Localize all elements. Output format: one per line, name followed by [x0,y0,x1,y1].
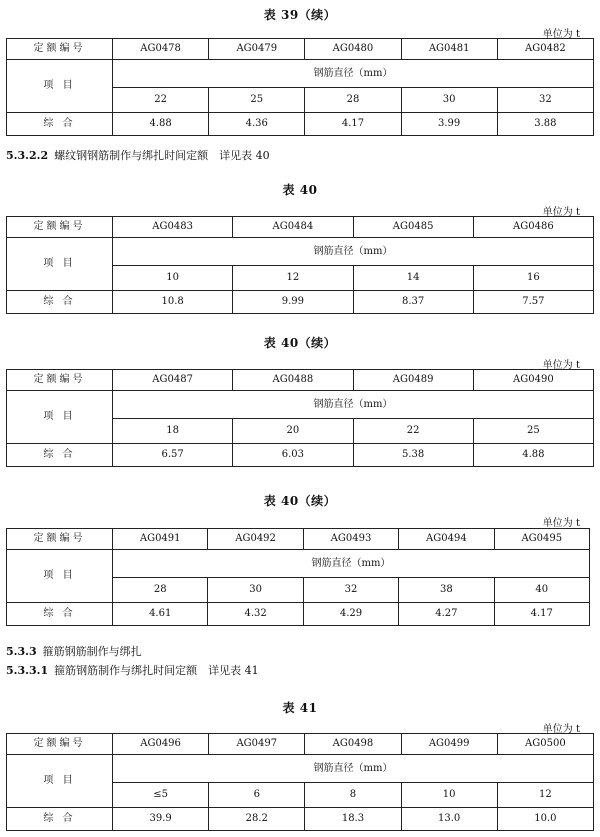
table-40-cont-1-unit: 单位为 t [542,360,580,371]
quota-code: AG0496 [113,734,209,755]
diameter-value: 32 [303,578,398,603]
quota-code: AG0498 [305,734,401,755]
section-heading-5-3-3 [6,643,142,659]
quota-code: AG0487 [113,370,233,391]
total-value: 4.17 [305,113,401,136]
diameter-value: 18 [113,419,233,444]
total-value: 8.37 [353,291,473,314]
item-label: 项 目 [7,60,113,113]
diameter-header: 钢筋直径（mm） [113,238,594,266]
diameter-value: 10 [113,266,233,291]
diameter-value: 16 [473,266,593,291]
diameter-value: 38 [399,578,494,603]
table-39-cont-title: 表 39（续） [263,8,337,22]
diameter-value: 12 [497,783,593,808]
total-value: 28.2 [209,808,305,831]
table-40-cont-2-title: 表 40（续） [263,494,337,508]
total-value: 18.3 [305,808,401,831]
total-value: 10.8 [113,291,233,314]
diameter-value: 25 [209,88,305,113]
quota-code: AG0483 [113,217,233,238]
quota-code-label: 定额编号 [7,370,113,391]
total-value: 4.29 [303,603,398,626]
table-39-cont-unit: 单位为 t [542,29,580,40]
total-value: 6.03 [233,444,353,467]
total-value: 3.88 [497,113,593,136]
section-number: 5.3.3 [6,645,37,658]
table-40-unit: 单位为 t [542,207,580,218]
quota-code: AG0482 [497,39,593,60]
table-41-unit: 单位为 t [542,724,580,735]
diameter-value: 30 [208,578,303,603]
total-value: 13.0 [401,808,497,831]
total-value: 39.9 [113,808,209,831]
quota-code-label: 定额编号 [7,39,113,60]
quota-code: AG0489 [353,370,473,391]
total-value: 4.27 [399,603,494,626]
diameter-value: 28 [305,88,401,113]
total-value: 4.88 [113,113,209,136]
diameter-header: 钢筋直径（mm） [113,550,590,578]
total-value: 4.88 [473,444,593,467]
diameter-header: 钢筋直径（mm） [113,391,594,419]
total-value: 7.57 [473,291,593,314]
total-value: 6.57 [113,444,233,467]
section-number: 5.3.2.2 [6,149,49,162]
total-value: 9.99 [233,291,353,314]
table-41 [6,733,594,831]
table-41-title: 表 41 [282,701,318,715]
total-value: 4.17 [494,603,589,626]
item-label: 项 目 [7,550,113,603]
section-number: 5.3.3.1 [6,664,49,677]
quota-code-label: 定额编号 [7,529,113,550]
table-40-cont-2-unit: 单位为 t [542,518,580,529]
quota-code: AG0491 [113,529,208,550]
table-39-cont [6,38,594,136]
quota-code: AG0492 [208,529,303,550]
diameter-value: 14 [353,266,473,291]
diameter-value: ≤5 [113,783,209,808]
total-label: 综 合 [7,444,113,467]
total-value: 5.38 [353,444,473,467]
quota-code: AG0484 [233,217,353,238]
quota-code: AG0494 [399,529,494,550]
total-label: 综 合 [7,808,113,831]
quota-code: AG0488 [233,370,353,391]
total-value: 4.61 [113,603,208,626]
total-label: 综 合 [7,113,113,136]
diameter-value: 10 [401,783,497,808]
section-text: 螺纹钢钢筋制作与绑扎时间定额 详见表 40 [54,149,270,162]
table-40-cont-1-title: 表 40（续） [263,336,337,350]
table-40-cont-2 [6,528,590,626]
quota-code: AG0497 [209,734,305,755]
diameter-value: 20 [233,419,353,444]
table-40-title: 表 40 [282,183,318,197]
quota-code: AG0499 [401,734,497,755]
quota-code: AG0480 [305,39,401,60]
total-label: 综 合 [7,291,113,314]
diameter-value: 8 [305,783,401,808]
diameter-value: 40 [494,578,589,603]
diameter-value: 28 [113,578,208,603]
table-40-cont-1 [6,369,594,467]
total-label: 综 合 [7,603,113,626]
diameter-value: 32 [497,88,593,113]
quota-code: AG0485 [353,217,473,238]
quota-code: AG0493 [303,529,398,550]
diameter-value: 12 [233,266,353,291]
quota-code: AG0479 [209,39,305,60]
diameter-value: 30 [401,88,497,113]
quota-code: AG0500 [497,734,593,755]
diameter-header: 钢筋直径（mm） [113,60,594,88]
quota-code-label: 定额编号 [7,217,113,238]
item-label: 项 目 [7,238,113,291]
diameter-value: 22 [353,419,473,444]
diameter-header: 钢筋直径（mm） [113,755,594,783]
item-label: 项 目 [7,391,113,444]
quota-code: AG0481 [401,39,497,60]
quota-code: AG0490 [473,370,593,391]
diameter-value: 25 [473,419,593,444]
total-value: 10.0 [497,808,593,831]
item-label: 项 目 [7,755,113,808]
total-value: 3.99 [401,113,497,136]
diameter-value: 6 [209,783,305,808]
quota-code: AG0478 [113,39,209,60]
section-text: 箍筋钢筋制作与绑扎时间定额 详见表 41 [54,664,259,677]
quota-code-label: 定额编号 [7,734,113,755]
quota-code: AG0495 [494,529,589,550]
total-value: 4.36 [209,113,305,136]
section-text: 箍筋钢筋制作与绑扎 [42,645,142,658]
diameter-value: 22 [113,88,209,113]
quota-code: AG0486 [473,217,593,238]
section-heading-5-3-2-2 [6,147,270,163]
table-40 [6,216,594,314]
section-heading-5-3-3-1 [6,662,259,678]
total-value: 4.32 [208,603,303,626]
